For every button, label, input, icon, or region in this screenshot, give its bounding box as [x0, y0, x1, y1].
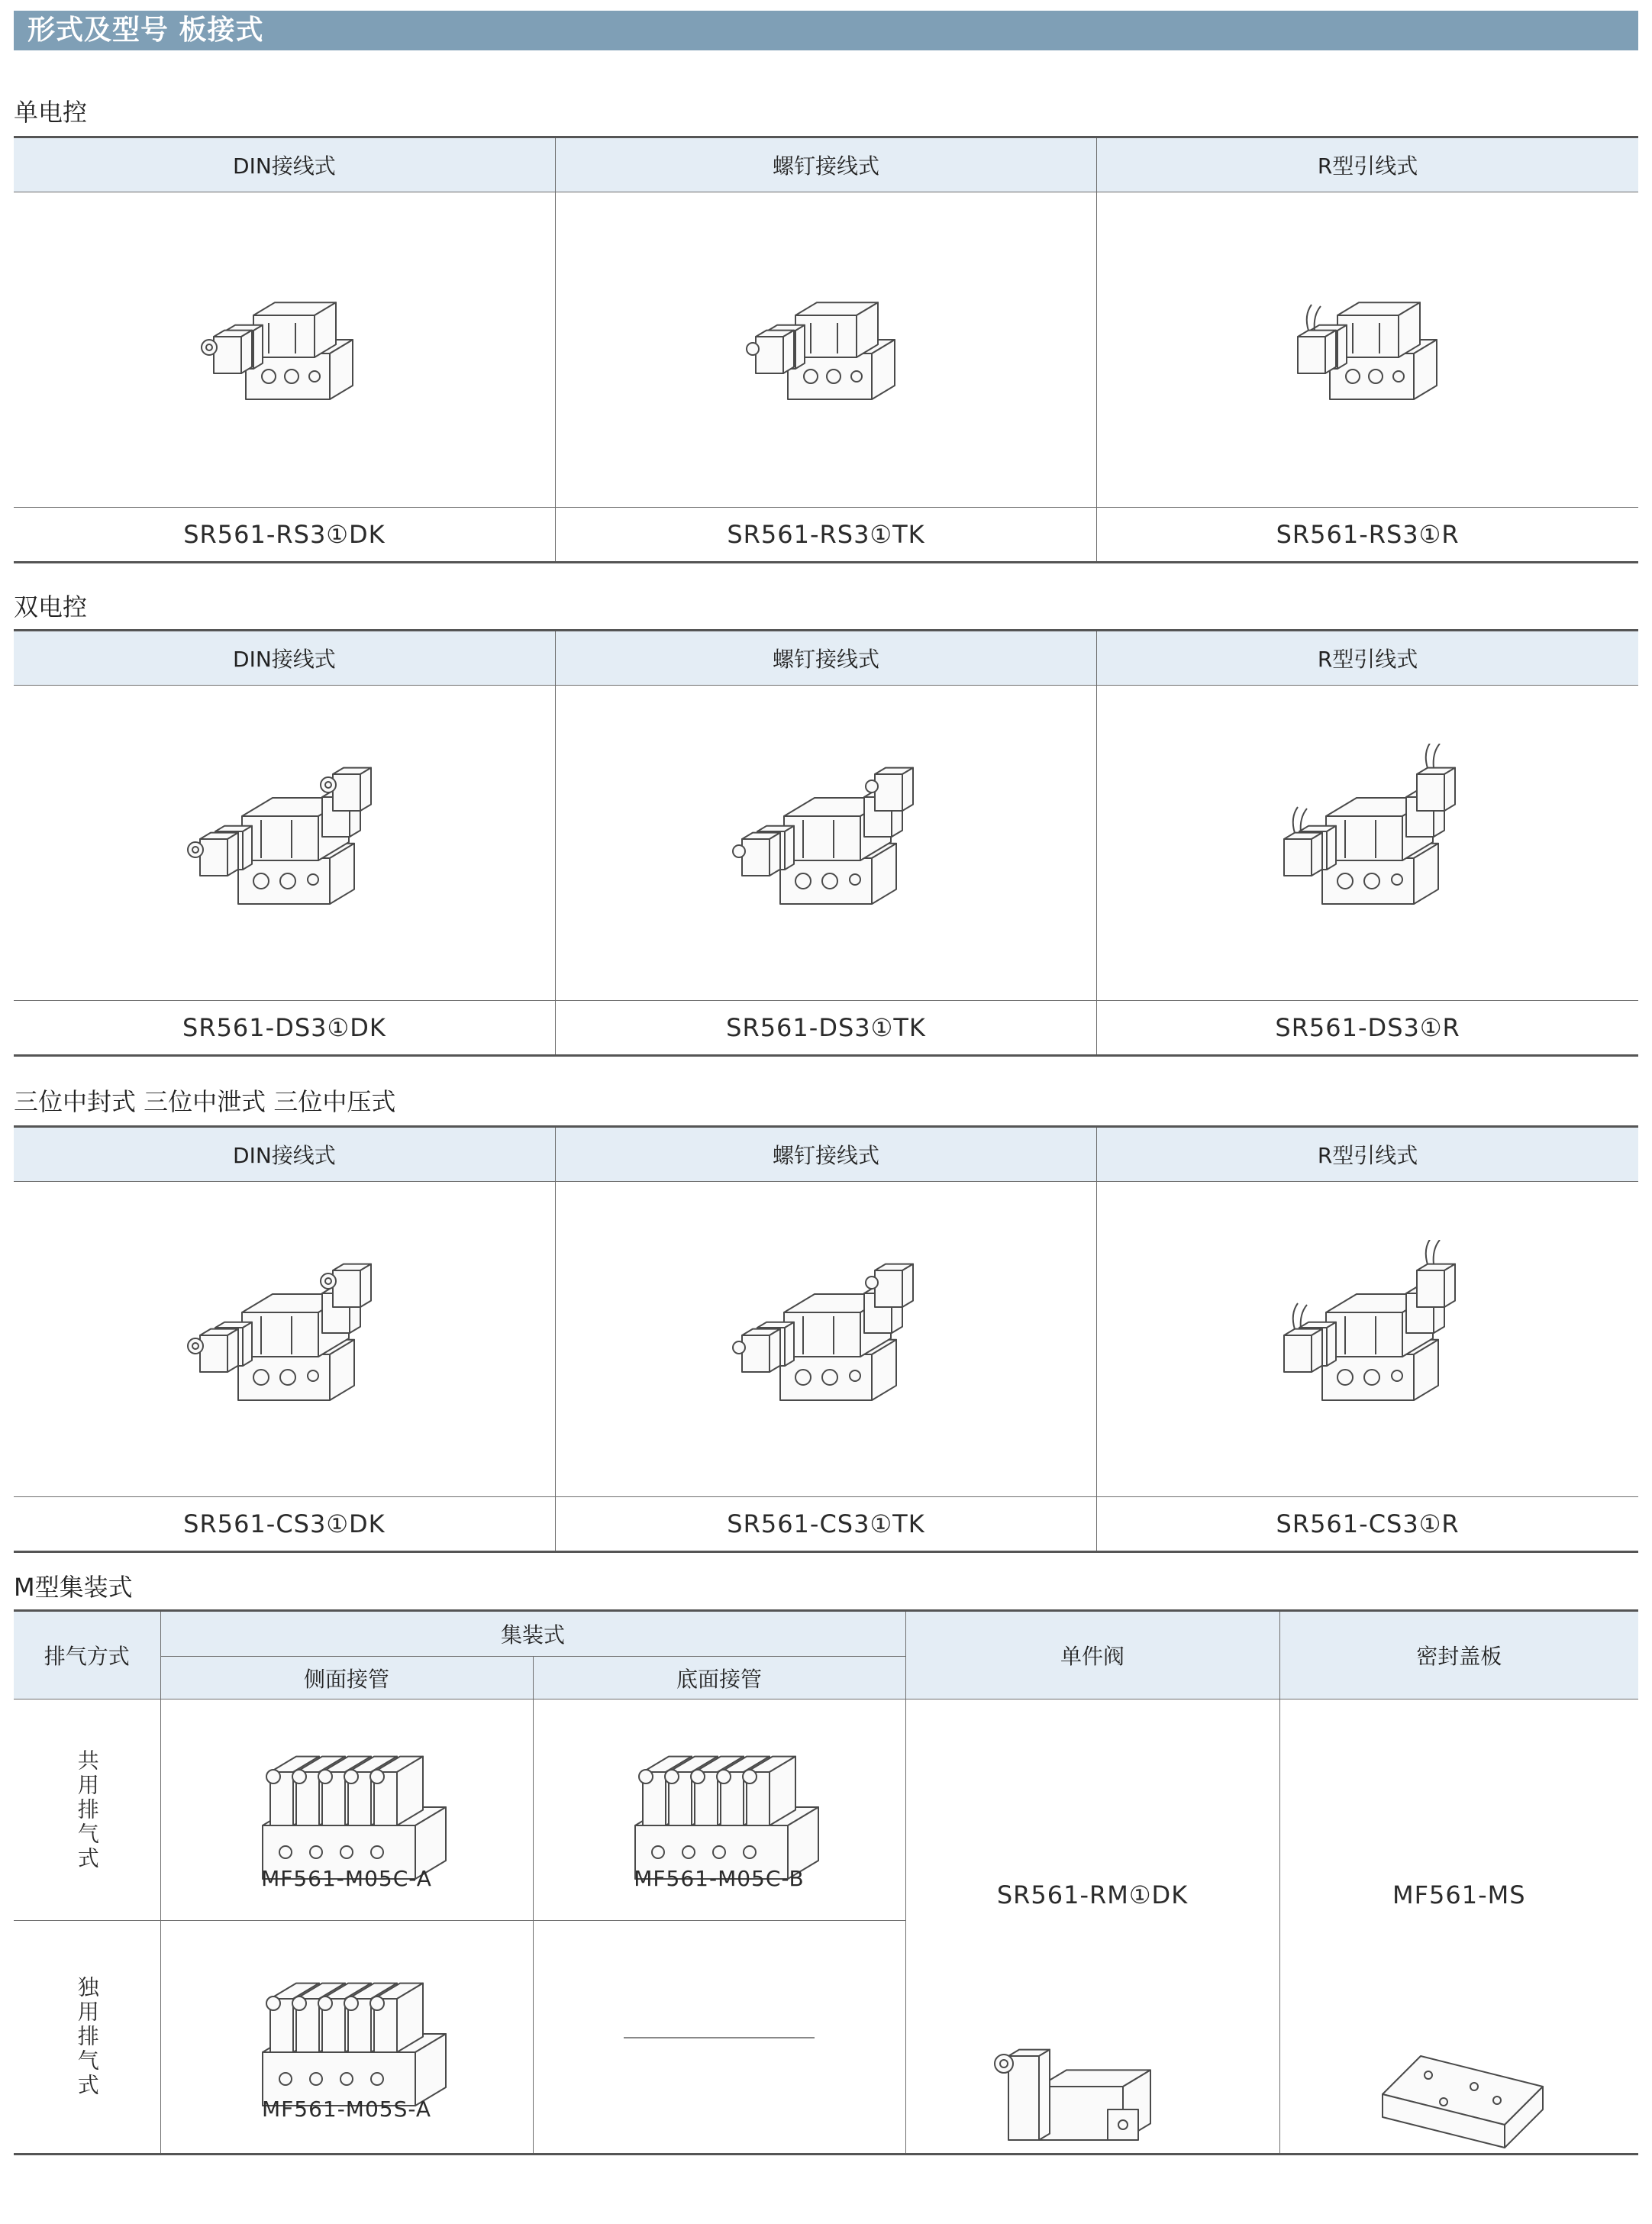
- single-valve-cell: [905, 1699, 1279, 2155]
- col-header: 螺钉接线式: [555, 137, 1096, 192]
- col-header: R型引线式: [1097, 1127, 1638, 1182]
- model-number: SR561-DS3①R: [1097, 1001, 1638, 1056]
- col-header: 螺钉接线式: [555, 631, 1096, 686]
- model-number: SR561-CS3①R: [1097, 1497, 1638, 1552]
- model-number: MF561-M05C-B: [634, 1865, 805, 1891]
- col-header: R型引线式: [1097, 137, 1638, 192]
- valve-image-cell: [1097, 686, 1638, 1001]
- col-header: DIN接线式: [14, 137, 555, 192]
- model-number: SR561-CS3①DK: [14, 1497, 555, 1552]
- header-single-valve: 单件阀: [905, 1611, 1279, 1699]
- header-manifold: 集装式: [160, 1611, 905, 1657]
- valve-illustration: [1254, 1240, 1483, 1438]
- exhaust-type-individual: 独用排气式: [74, 1976, 100, 2098]
- not-applicable-dash: [624, 2037, 815, 2038]
- seal-plate-cell: [1279, 1699, 1638, 2155]
- valve-image-cell: [1097, 1182, 1638, 1497]
- valve-image-cell: [1097, 192, 1638, 508]
- section-label-three-position: 三位中封式 三位中泄式 三位中压式: [14, 1087, 396, 1116]
- manifold-image-cell: [533, 1699, 905, 1921]
- header-seal-plate: 密封盖板: [1279, 1611, 1638, 1699]
- model-number: SR561-RS3①R: [1097, 508, 1638, 563]
- valve-illustration: [711, 744, 941, 942]
- model-number: MF561-M05C-A: [261, 1865, 432, 1891]
- col-header: DIN接线式: [14, 631, 555, 686]
- valve-image-cell: [14, 1182, 555, 1497]
- valve-illustration: [1254, 744, 1483, 942]
- section-label-double: 双电控: [14, 592, 88, 621]
- header-side-port: 侧面接管: [160, 1657, 533, 1699]
- col-header: 螺钉接线式: [555, 1127, 1096, 1182]
- model-number: SR561-RS3①TK: [555, 508, 1096, 563]
- valve-illustration: [734, 270, 918, 430]
- section-label-single: 单电控: [14, 98, 88, 127]
- table-double-solenoid: [14, 629, 1638, 1057]
- header-exhaust: 排气方式: [14, 1611, 160, 1699]
- model-number: SR561-DS3①DK: [14, 1001, 555, 1056]
- valve-image-cell: [14, 192, 555, 508]
- model-number: SR561-DS3①TK: [555, 1001, 1096, 1056]
- valve-illustration: [1276, 270, 1460, 430]
- valve-illustration: [711, 1240, 941, 1438]
- model-number: MF561-MS: [1392, 1880, 1526, 1909]
- exhaust-type-cell: [14, 1921, 160, 2155]
- col-header: R型引线式: [1097, 631, 1638, 686]
- exhaust-type-cell: [14, 1699, 160, 1921]
- valve-illustration: [169, 744, 398, 942]
- table-single-solenoid: [14, 136, 1638, 563]
- header-bottom-port: 底面接管: [533, 1657, 905, 1699]
- single-valve-illustration: [993, 2025, 1192, 2224]
- valve-image-cell: [555, 686, 1096, 1001]
- model-number: SR561-RS3①DK: [14, 508, 555, 563]
- section-label-manifold: M型集装式: [14, 1573, 133, 1602]
- manifold-image-cell: [160, 1699, 533, 1921]
- valve-image-cell: [555, 192, 1096, 508]
- table-manifold: [14, 1609, 1638, 2155]
- valve-image-cell: [14, 686, 555, 1001]
- table-three-position: [14, 1125, 1638, 1553]
- empty-cell: [533, 1921, 905, 2155]
- model-number: SR561-RM①DK: [996, 1880, 1189, 1909]
- col-header: DIN接线式: [14, 1127, 555, 1182]
- model-number: SR561-CS3①TK: [555, 1497, 1096, 1552]
- valve-illustration: [192, 270, 376, 430]
- valve-image-cell: [555, 1182, 1096, 1497]
- valve-illustration: [169, 1240, 398, 1438]
- model-number: MF561-M05S-A: [261, 2096, 431, 2122]
- manifold-image-cell: [160, 1921, 533, 2155]
- page-title: 形式及型号 板接式: [14, 11, 1638, 50]
- seal-plate-illustration: [1367, 2041, 1550, 2163]
- exhaust-type-common: 共用排气式: [74, 1748, 100, 1871]
